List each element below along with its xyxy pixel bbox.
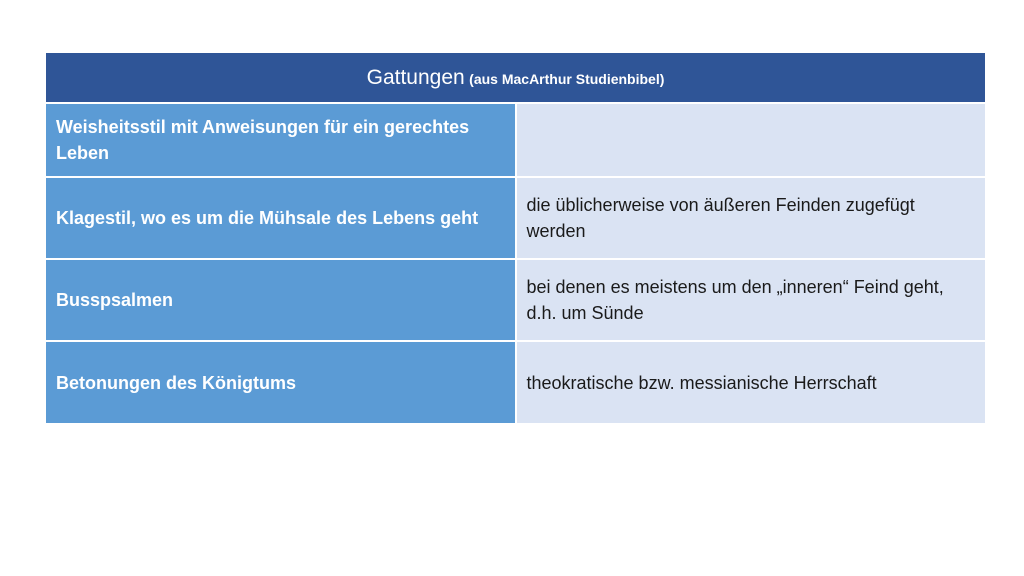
genre-name-cell: Weisheitsstil mit Anweisungen für ein gerechtes Leben bbox=[46, 103, 516, 177]
table-header-cell bbox=[46, 53, 985, 103]
genre-description-cell: bei denen es meistens um den „inneren“ Feind geht, d.h. um Sünde bbox=[516, 259, 986, 341]
table-header-row bbox=[46, 53, 985, 103]
genre-description-cell: die üblicherweise von äußeren Feinden zugefügt werden bbox=[516, 177, 986, 259]
genre-name-cell: Busspsalmen bbox=[46, 259, 516, 341]
table-row bbox=[46, 103, 985, 177]
table-row bbox=[46, 259, 985, 341]
genre-name-cell: Betonungen des Königtums bbox=[46, 341, 516, 423]
table-subtitle: (aus MacArthur Studienbibel) bbox=[469, 70, 665, 87]
genre-description-cell bbox=[516, 103, 986, 177]
table-title: Gattungen bbox=[366, 65, 465, 89]
table-row bbox=[46, 177, 985, 259]
genre-name-cell: Klagestil, wo es um die Mühsale des Lebens geht bbox=[46, 177, 516, 259]
table-row bbox=[46, 341, 985, 423]
genres-table bbox=[46, 53, 985, 423]
genre-description-cell: theokratische bzw. messianische Herrschaft bbox=[516, 341, 986, 423]
